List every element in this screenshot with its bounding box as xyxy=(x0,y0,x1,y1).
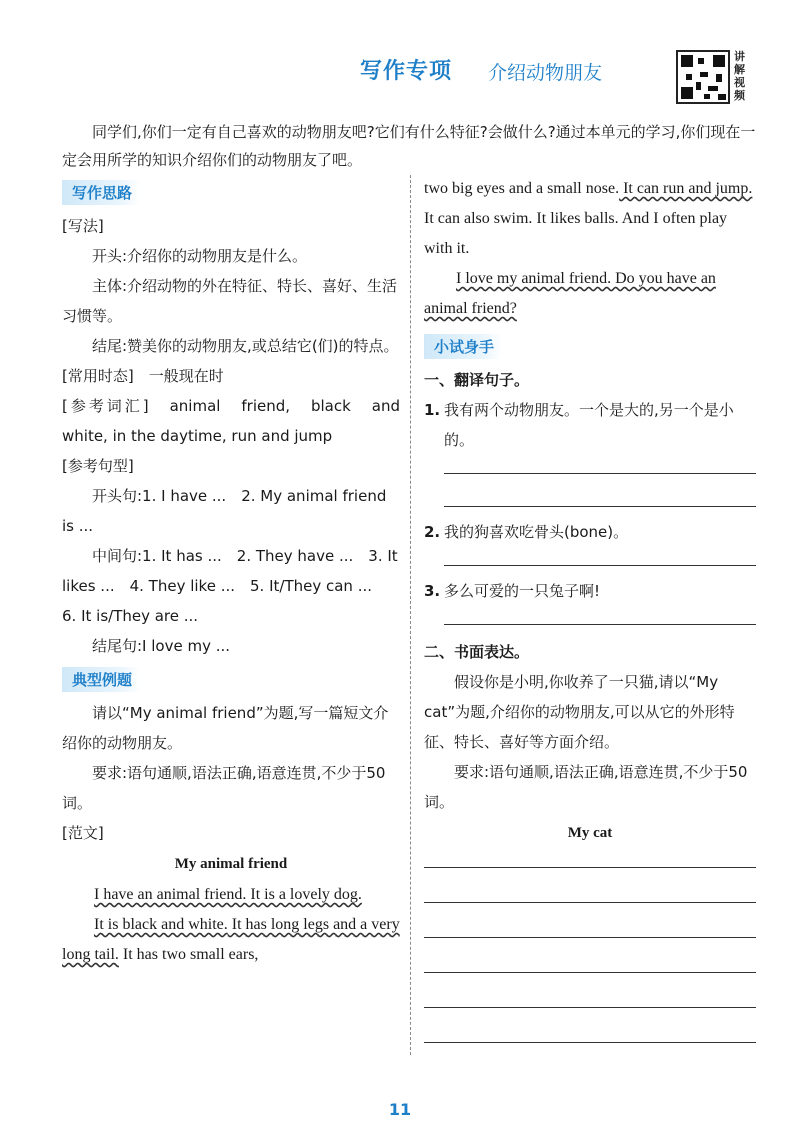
essay-sentence-2: It is black and white. xyxy=(94,916,228,933)
writing-requirement: 要求:语句通顺,语法正确,语意连贯,不少于50词。 xyxy=(424,763,748,811)
method-ending: 结尾:赞美你的动物朋友,或总结它(们)的特点。 xyxy=(92,337,399,355)
writing-line[interactable] xyxy=(424,902,756,903)
essay-continued xyxy=(424,174,756,324)
question-3 xyxy=(424,576,756,606)
column-divider xyxy=(410,175,411,1055)
answer-line-1b[interactable] xyxy=(444,506,756,507)
essay-sentence-5: two big eyes and a small nose. xyxy=(424,180,620,197)
left-column xyxy=(62,178,400,970)
question-2 xyxy=(424,517,756,547)
section-tag-practice: 小试身手 xyxy=(424,334,502,359)
writing-line[interactable] xyxy=(424,1007,756,1008)
pattern-label: [参考句型] xyxy=(62,457,134,475)
qr-code-icon[interactable] xyxy=(676,50,730,104)
question-2-text: 我的狗喜欢吃骨头(bone)。 xyxy=(444,523,629,541)
section-tag-example: 典型例题 xyxy=(62,667,140,692)
page-number: 11 xyxy=(388,1100,412,1119)
vocab-line: [参考词汇] animal friend, black and white, in the daytime, run and jump xyxy=(62,397,400,445)
essay-sentence-6: It can run and jump. xyxy=(619,180,753,197)
example-task: 请以“My animal friend”为题,写一篇短文介绍你的动物朋友。 xyxy=(62,704,389,752)
method-body: 主体:介绍动物的外在特征、特长、喜好、生活习惯等。 xyxy=(62,277,398,325)
method-opening: 开头:介绍你的动物朋友是什么。 xyxy=(92,247,308,265)
question-1-number: 1. xyxy=(424,401,441,419)
method-label: [写法] xyxy=(62,217,104,235)
page-title: 写作专项 xyxy=(360,59,453,84)
part-one-heading: 一、翻译句子。 xyxy=(424,371,530,389)
question-1-text: 我有两个动物朋友。一个是大的,另一个是小的。 xyxy=(444,401,734,449)
page-subtitle: 介绍动物朋友 xyxy=(488,62,603,84)
answer-line-3[interactable] xyxy=(444,624,756,625)
writing-essay-title: My cat xyxy=(567,825,613,841)
tense-line: [常用时态] 一般现在时 xyxy=(62,367,224,385)
essay-sentence-7: It can also swim. It likes balls. And I often play with it. xyxy=(424,210,728,257)
page-header xyxy=(300,52,680,92)
question-3-text: 多么可爱的一只兔子啊! xyxy=(444,582,601,600)
model-essay-text xyxy=(62,880,400,970)
question-3-number: 3. xyxy=(424,582,441,600)
answer-line-1a[interactable] xyxy=(444,473,756,474)
writing-line[interactable] xyxy=(424,972,756,973)
essay-sentence-3: It has long legs and a very long tail. xyxy=(62,916,400,963)
model-label: [范文] xyxy=(62,824,104,842)
essay-sentence-4: It has two small ears, xyxy=(118,946,259,963)
example-requirement: 要求:语句通顺,语法正确,语意连贯,不少于50词。 xyxy=(62,764,386,812)
question-1 xyxy=(424,395,756,455)
qr-label: 讲解视频 xyxy=(734,50,745,102)
writing-line[interactable] xyxy=(424,1042,756,1043)
answer-line-2[interactable] xyxy=(444,565,756,566)
writing-line[interactable] xyxy=(424,937,756,938)
pattern-opening: 开头句:1. I have ... 2. My animal friend is ... xyxy=(62,487,387,535)
writing-line[interactable] xyxy=(424,867,756,868)
model-essay-title: My animal friend xyxy=(174,856,288,872)
intro-paragraph: 同学们,你们一定有自己喜欢的动物朋友吧?它们有什么特征?会做什么?通过本单元的学习,你们现在一定会用所学的知识介绍你们的动物朋友了吧。 xyxy=(62,123,756,169)
essay-sentence-1: I have an animal friend. It is a lovely dog. xyxy=(94,886,362,903)
essay-sentence-8: I love my animal friend. Do you have an animal friend? xyxy=(424,270,716,317)
pattern-middle: 中间句:1. It has ... 2. They have ... 3. It likes ... 4. They like ... 5. It/They can ... 6. It is/They are ... xyxy=(62,547,398,625)
writing-task: 假设你是小明,你收养了一只猫,请以“My cat”为题,介绍你的动物朋友,可以从它的外形特征、特长、喜好等方面介绍。 xyxy=(424,673,735,751)
question-2-number: 2. xyxy=(424,523,441,541)
section-tag-writing-ideas: 写作思路 xyxy=(62,180,140,205)
right-column xyxy=(424,178,756,1077)
part-two-heading: 二、书面表达。 xyxy=(424,643,530,661)
pattern-ending: 结尾句:I love my ... xyxy=(92,637,231,655)
